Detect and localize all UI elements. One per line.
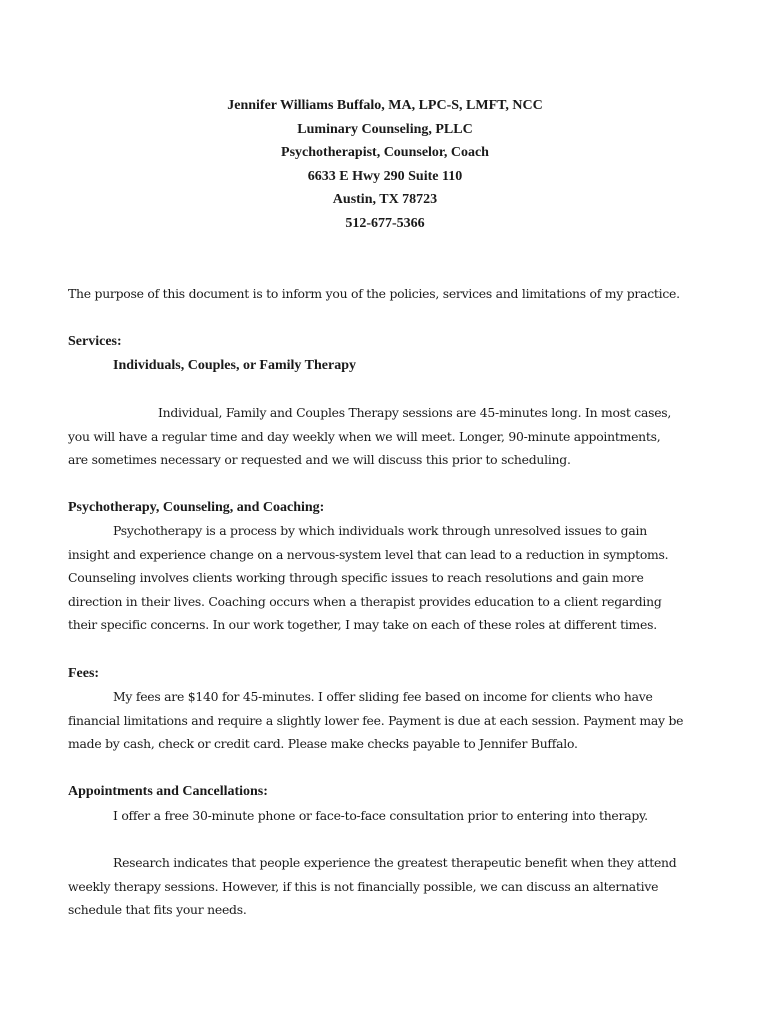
paragraph-line: made by cash, check or credit card. Please make checks payable to Jennifer Buffalo. <box>68 736 578 752</box>
services-paragraph <box>68 401 708 472</box>
paragraph-line: direction in their lives. Coaching occurs when a therapist provides education to a client regarding <box>68 593 662 609</box>
fees-heading: Fees: <box>68 666 100 681</box>
paragraph-line: you will have a regular time and day weekly when we will meet. Longer, 90-minute appointments, <box>68 428 661 444</box>
paragraph-line: weekly therapy sessions. However, if this is not financially possible, we can discuss an alternative <box>68 878 659 894</box>
street-address: 6633 E Hwy 290 Suite 110 <box>307 168 463 184</box>
paragraph-line: are sometimes necessary or requested and we will discuss this prior to scheduling. <box>68 452 571 468</box>
paragraph-line: financial limitations and require a slightly lower fee. Payment is due at each session. Payment may be <box>68 712 684 728</box>
paragraph-line: their specific concerns. In our work together, I may take on each of these roles at different times. <box>68 617 657 633</box>
fees-paragraph <box>68 685 708 756</box>
paragraph-line: I offer a free 30-minute phone or face-to-face consultation prior to entering into therapy. <box>113 808 648 823</box>
city-state-zip: Austin, TX 78723 <box>332 192 438 208</box>
paragraph-line: My fees are $140 for 45-minutes. I offer sliding fee based on income for clients who have <box>113 689 653 704</box>
services-heading: Services: <box>68 334 122 349</box>
paragraph-line: Counseling involves clients working through specific issues to reach resolutions and gain more <box>68 570 644 586</box>
paragraph-line: Research indicates that people experience the greatest therapeutic benefit when they attend <box>113 855 677 870</box>
consultation-paragraph <box>68 804 708 828</box>
letterhead <box>0 94 770 236</box>
psychotherapy-paragraph <box>68 519 708 637</box>
research-paragraph <box>68 851 708 922</box>
paragraph-line: insight and experience change on a nervous-system level that can lead to a reduction in symptoms. <box>68 546 669 562</box>
paragraph-line: schedule that fits your needs. <box>68 902 247 918</box>
practice-name: Luminary Counseling, PLLC <box>297 121 473 137</box>
intro-paragraph: The purpose of this document is to inform you of the policies, services and limitations of my practice. <box>68 286 680 301</box>
paragraph-line: Individual, Family and Couples Therapy sessions are 45-minutes long. In most cases, <box>158 405 672 420</box>
roles: Psychotherapist, Counselor, Coach <box>281 145 489 161</box>
therapist-name: Jennifer Williams Buffalo, MA, LPC-S, LMFT, NCC <box>227 98 543 113</box>
services-subheading: Individuals, Couples, or Family Therapy <box>113 358 356 373</box>
appointments-heading: Appointments and Cancellations: <box>68 784 268 799</box>
psychotherapy-heading: Psychotherapy, Counseling, and Coaching: <box>68 500 325 515</box>
phone-number: 512-677-5366 <box>345 215 425 231</box>
paragraph-line: Psychotherapy is a process by which individuals work through unresolved issues to gain <box>113 523 647 538</box>
